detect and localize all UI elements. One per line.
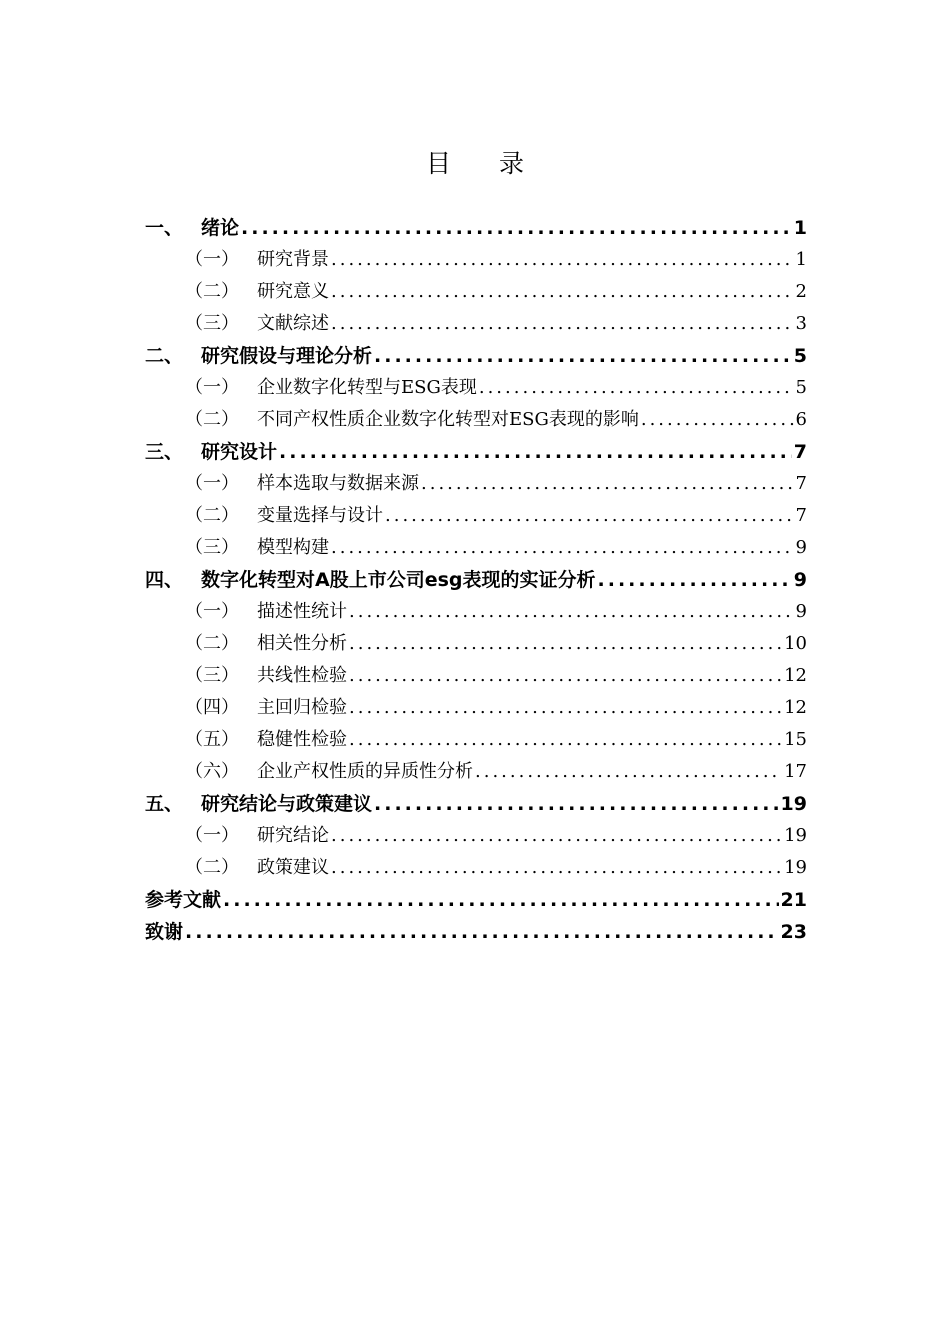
toc-entry-number: （四） [185, 697, 239, 718]
toc-entry-label: 数字化转型对A股上市公司esg表现的实证分析 [201, 569, 596, 591]
toc-entry-label: 政策建议 [257, 857, 329, 878]
toc-entry[interactable] [145, 212, 807, 244]
toc-dot-leader [598, 564, 792, 596]
toc-entry-label: 文献综述 [257, 313, 329, 334]
toc-dot-leader [349, 596, 794, 628]
toc-entry-label: 研究结论 [257, 825, 329, 846]
toc-entry-number: 一、 [145, 217, 184, 239]
toc-entry-page: 9 [795, 601, 807, 622]
toc-entry-label: 模型构建 [257, 537, 329, 558]
toc-entry[interactable] [145, 244, 807, 276]
toc-entry[interactable] [145, 628, 807, 660]
toc-entry[interactable] [145, 532, 807, 564]
toc-entry-page: 19 [784, 857, 807, 878]
toc-entry-page: 7 [793, 441, 807, 463]
toc-title-char-2: 录 [499, 149, 525, 178]
toc-entry-number: （一） [185, 473, 239, 494]
toc-entry[interactable] [145, 884, 807, 916]
toc-entry-page: 3 [795, 313, 807, 334]
toc-dot-leader [279, 436, 792, 468]
toc-entry[interactable] [145, 436, 807, 468]
toc-entry[interactable] [145, 788, 807, 820]
toc-dot-leader [374, 788, 779, 820]
toc-entry[interactable] [145, 276, 807, 308]
toc-entry-label: 企业数字化转型与ESG表现 [257, 377, 477, 398]
toc-entry-number: 二、 [145, 345, 184, 367]
toc-entry-label: 参考文献 [145, 889, 222, 911]
toc-dot-leader [331, 244, 794, 276]
table-of-contents [145, 212, 807, 948]
toc-entry-page: 7 [795, 505, 807, 526]
toc-entry[interactable] [145, 500, 807, 532]
toc-entry-number: 五、 [145, 793, 184, 815]
toc-dot-leader [331, 532, 794, 564]
toc-entry[interactable] [145, 692, 807, 724]
toc-dot-leader [349, 660, 782, 692]
toc-dot-leader [185, 916, 779, 948]
toc-dot-leader [349, 628, 782, 660]
toc-entry[interactable] [145, 596, 807, 628]
toc-entry-label: 致谢 [145, 921, 184, 943]
toc-entry-label: 研究设计 [201, 441, 278, 463]
toc-entry-number: 四、 [145, 569, 184, 591]
toc-entry-page: 21 [780, 889, 807, 911]
toc-entry-number: （五） [185, 729, 239, 750]
toc-entry-page: 17 [784, 761, 807, 782]
toc-entry-page: 6 [795, 409, 807, 430]
toc-entry-number: （二） [185, 281, 239, 302]
toc-entry[interactable] [145, 852, 807, 884]
toc-entry[interactable] [145, 564, 807, 596]
toc-dot-leader [331, 820, 782, 852]
toc-entry-number: （一） [185, 825, 239, 846]
toc-entry-label: 稳健性检验 [257, 729, 347, 750]
toc-entry-label: 企业产权性质的异质性分析 [257, 761, 473, 782]
toc-entry-label: 共线性检验 [257, 665, 347, 686]
toc-entry-number: （一） [185, 601, 239, 622]
toc-dot-leader [641, 404, 794, 436]
toc-dot-leader [331, 852, 782, 884]
toc-entry-number: （二） [185, 409, 239, 430]
toc-entry-page: 12 [784, 665, 807, 686]
toc-entry[interactable] [145, 820, 807, 852]
toc-entry-label: 不同产权性质企业数字化转型对ESG表现的影响 [257, 409, 639, 430]
toc-dot-leader [223, 884, 779, 916]
toc-dot-leader [385, 500, 794, 532]
toc-entry-page: 2 [795, 281, 807, 302]
toc-entry-page: 19 [780, 793, 807, 815]
toc-entry-label: 样本选取与数据来源 [257, 473, 419, 494]
toc-entry[interactable] [145, 404, 807, 436]
toc-entry-number: 三、 [145, 441, 184, 463]
toc-entry-label: 相关性分析 [257, 633, 347, 654]
toc-entry-number: （一） [185, 377, 239, 398]
toc-dot-leader [475, 756, 782, 788]
toc-entry-label: 研究背景 [257, 249, 329, 270]
toc-entry-number: （三） [185, 537, 239, 558]
toc-entry-page: 5 [793, 345, 807, 367]
toc-entry-page: 5 [795, 377, 807, 398]
toc-entry[interactable] [145, 308, 807, 340]
toc-entry-number: （三） [185, 313, 239, 334]
toc-entry-label: 研究意义 [257, 281, 329, 302]
toc-entry-page: 1 [795, 249, 807, 270]
toc-entry-page: 19 [784, 825, 807, 846]
toc-dot-leader [479, 372, 794, 404]
toc-dot-leader [374, 340, 792, 372]
toc-dot-leader [349, 692, 782, 724]
toc-entry-page: 9 [793, 569, 807, 591]
toc-entry-label: 主回归检验 [257, 697, 347, 718]
toc-entry[interactable] [145, 372, 807, 404]
toc-entry[interactable] [145, 468, 807, 500]
toc-dot-leader [241, 212, 792, 244]
toc-dot-leader [331, 308, 794, 340]
toc-entry-page: 1 [793, 217, 807, 239]
toc-entry-number: （六） [185, 761, 239, 782]
toc-entry-number: （二） [185, 505, 239, 526]
toc-entry[interactable] [145, 916, 807, 948]
toc-entry-page: 7 [795, 473, 807, 494]
toc-entry-number: （二） [185, 633, 239, 654]
toc-title [0, 146, 950, 182]
toc-entry-number: （三） [185, 665, 239, 686]
toc-entry-page: 9 [795, 537, 807, 558]
toc-entry-page: 23 [780, 921, 807, 943]
toc-entry-label: 变量选择与设计 [257, 505, 383, 526]
toc-entry-number: （二） [185, 857, 239, 878]
toc-entry-page: 10 [784, 633, 807, 654]
toc-entry-page: 15 [784, 729, 807, 750]
toc-entry-label: 研究假设与理论分析 [201, 345, 373, 367]
toc-entry[interactable] [145, 340, 807, 372]
toc-entry[interactable] [145, 724, 807, 756]
toc-entry-label: 绪论 [201, 217, 240, 239]
toc-title-char-1: 目 [425, 149, 451, 178]
toc-entry-label: 描述性统计 [257, 601, 347, 622]
toc-dot-leader [349, 724, 782, 756]
toc-entry[interactable] [145, 660, 807, 692]
toc-entry-number: （一） [185, 249, 239, 270]
toc-entry[interactable] [145, 756, 807, 788]
toc-entry-label: 研究结论与政策建议 [201, 793, 373, 815]
toc-dot-leader [331, 276, 794, 308]
toc-entry-page: 12 [784, 697, 807, 718]
toc-dot-leader [421, 468, 794, 500]
